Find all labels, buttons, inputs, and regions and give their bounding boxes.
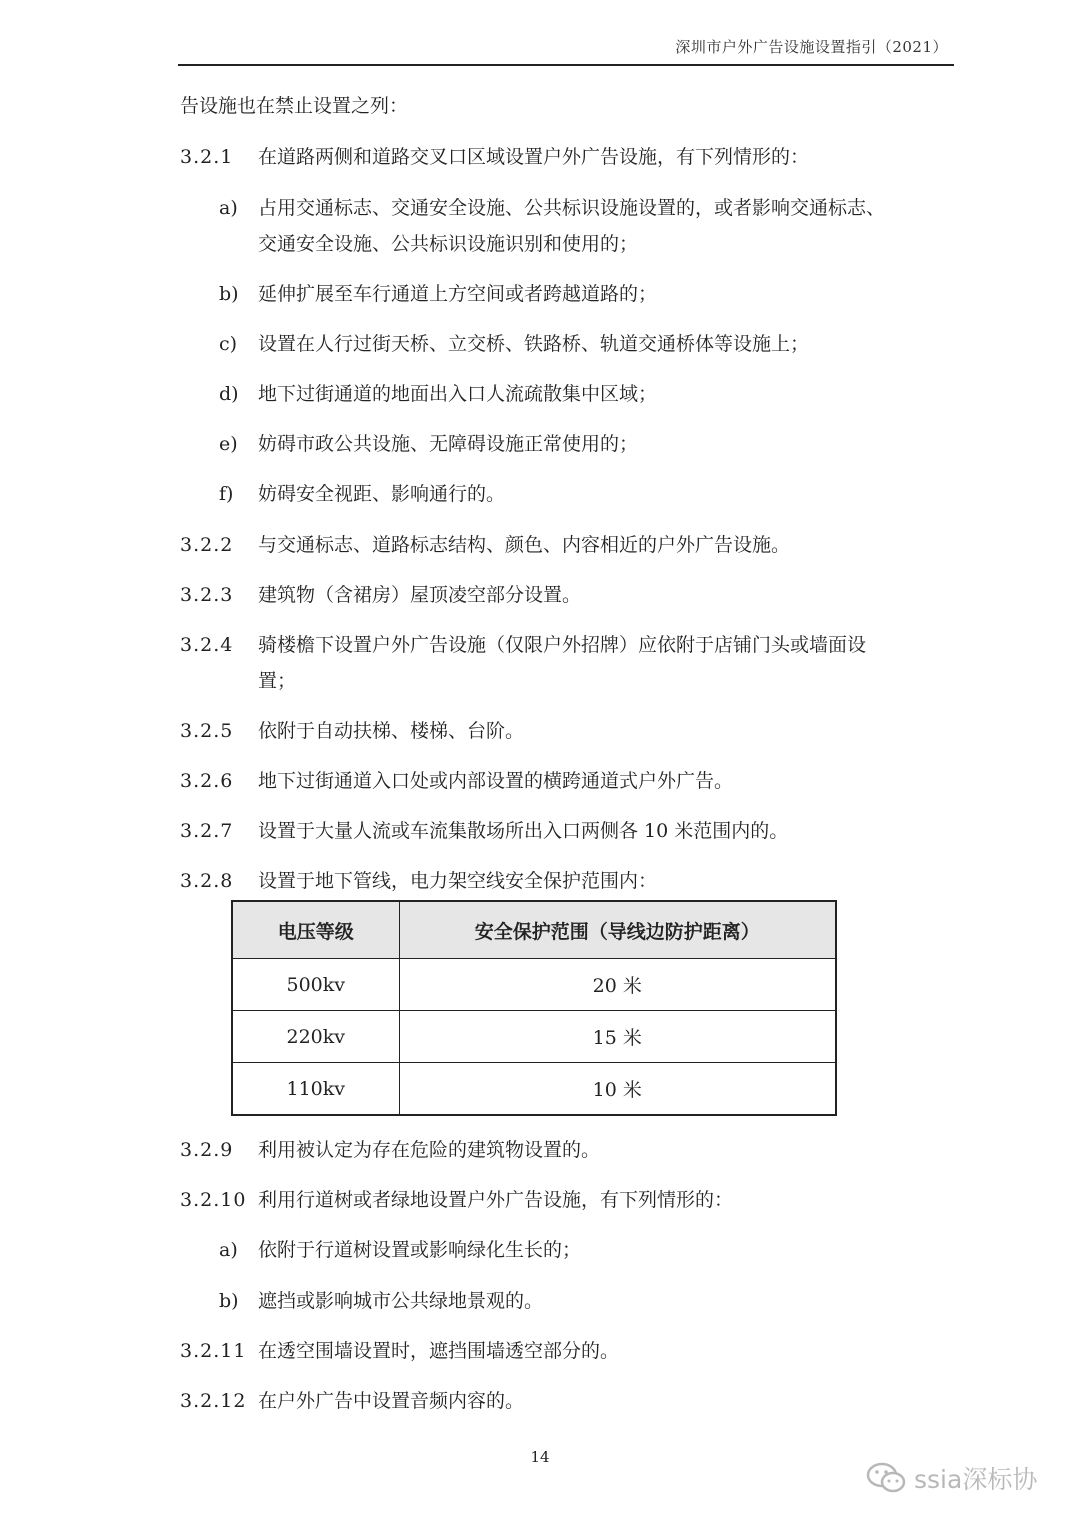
clause-text: 设置于地下管线，电力架空线安全保护范围内： xyxy=(258,870,658,892)
clause-number: 3.2.10 xyxy=(180,1189,247,1211)
table-row xyxy=(232,1063,836,1116)
clause-number: 3.2.8 xyxy=(180,870,234,892)
clause-text: 骑楼檐下设置户外广告设施（仅限户外招牌）应依附于店铺门头或墙面设 xyxy=(258,634,867,656)
column-header-voltage: 电压等级 xyxy=(232,901,399,959)
clause-number: 3.2.5 xyxy=(180,720,234,742)
watermark xyxy=(866,1460,1037,1496)
voltage-protection-table xyxy=(231,900,837,1116)
table-header-row xyxy=(232,901,836,959)
sub-item-mark: e) xyxy=(219,433,238,455)
voltage-cell: 500kv xyxy=(232,959,399,1011)
table-row xyxy=(232,1011,836,1063)
intro-text: 告设施也在禁止设置之列： xyxy=(180,95,409,117)
voltage-cell: 220kv xyxy=(232,1011,399,1063)
clause-number: 3.2.1 xyxy=(180,146,234,168)
sub-item-mark: a) xyxy=(219,1239,238,1261)
sub-item-mark: b) xyxy=(219,1290,239,1312)
sub-item-text: 地下过街通道的地面出入口人流疏散集中区域； xyxy=(258,383,658,405)
clause-text: 在透空围墙设置时，遮挡围墙透空部分的。 xyxy=(258,1340,620,1362)
clause-number: 3.2.9 xyxy=(180,1139,234,1161)
clause-number: 3.2.7 xyxy=(180,820,234,842)
clause-number: 3.2.6 xyxy=(180,770,234,792)
sub-item-mark: f) xyxy=(219,483,234,505)
clause-number: 3.2.4 xyxy=(180,634,234,656)
watermark-text: ssia深标协 xyxy=(914,1465,1038,1494)
clause-number: 3.2.12 xyxy=(180,1390,247,1412)
clause-text: 设置于大量人流或车流集散场所出入口两侧各 10 米范围内的。 xyxy=(258,820,789,842)
clause-text: 在户外广告中设置音频内容的。 xyxy=(258,1390,525,1412)
sub-item-text: 延伸扩展至车行通道上方空间或者跨越道路的； xyxy=(258,283,658,305)
table-row xyxy=(232,959,836,1011)
sub-item-mark: d) xyxy=(219,383,239,405)
sub-item-text-continued: 交通安全设施、公共标识设施识别和使用的； xyxy=(258,233,639,255)
clause-text-continued: 置； xyxy=(258,670,297,692)
page-header-title: 深圳市户外广告设施设置指引（2021） xyxy=(675,38,948,56)
clause-text: 地下过街通道入口处或内部设置的横跨通道式户外广告。 xyxy=(258,770,734,792)
clause-text: 利用被认定为存在危险的建筑物设置的。 xyxy=(258,1139,601,1161)
sub-item-mark: b) xyxy=(219,283,239,305)
clause-text: 利用行道树或者绿地设置户外广告设施，有下列情形的： xyxy=(258,1189,734,1211)
header-rule xyxy=(178,64,954,66)
distance-cell: 10 米 xyxy=(399,1063,836,1116)
clause-text: 在道路两侧和道路交叉口区域设置户外广告设施，有下列情形的： xyxy=(258,146,810,168)
clause-text: 建筑物（含裙房）屋顶凌空部分设置。 xyxy=(258,584,582,606)
clause-text: 依附于自动扶梯、楼梯、台阶。 xyxy=(258,720,525,742)
clause-number: 3.2.11 xyxy=(180,1340,247,1362)
wechat-logo-icon xyxy=(866,1460,908,1496)
clause-text: 与交通标志、道路标志结构、颜色、内容相近的户外广告设施。 xyxy=(258,534,791,556)
sub-item-text: 妨碍市政公共设施、无障碍设施正常使用的； xyxy=(258,433,639,455)
sub-item-text: 妨碍安全视距、影响通行的。 xyxy=(258,483,506,505)
sub-item-mark: a) xyxy=(219,197,238,219)
sub-item-text: 依附于行道树设置或影响绿化生长的； xyxy=(258,1239,582,1261)
distance-cell: 15 米 xyxy=(399,1011,836,1063)
sub-item-text: 占用交通标志、交通安全设施、公共标识设施设置的，或者影响交通标志、 xyxy=(258,197,886,219)
sub-item-text: 设置在人行过街天桥、立交桥、铁路桥、轨道交通桥体等设施上； xyxy=(258,333,810,355)
page-number: 14 xyxy=(530,1448,550,1466)
clause-number: 3.2.2 xyxy=(180,534,234,556)
distance-cell: 20 米 xyxy=(399,959,836,1011)
sub-item-mark: c) xyxy=(219,333,238,355)
voltage-cell: 110kv xyxy=(232,1063,399,1116)
column-header-protection-range: 安全保护范围（导线边防护距离） xyxy=(399,901,836,959)
sub-item-text: 遮挡或影响城市公共绿地景观的。 xyxy=(258,1290,544,1312)
clause-number: 3.2.3 xyxy=(180,584,234,606)
